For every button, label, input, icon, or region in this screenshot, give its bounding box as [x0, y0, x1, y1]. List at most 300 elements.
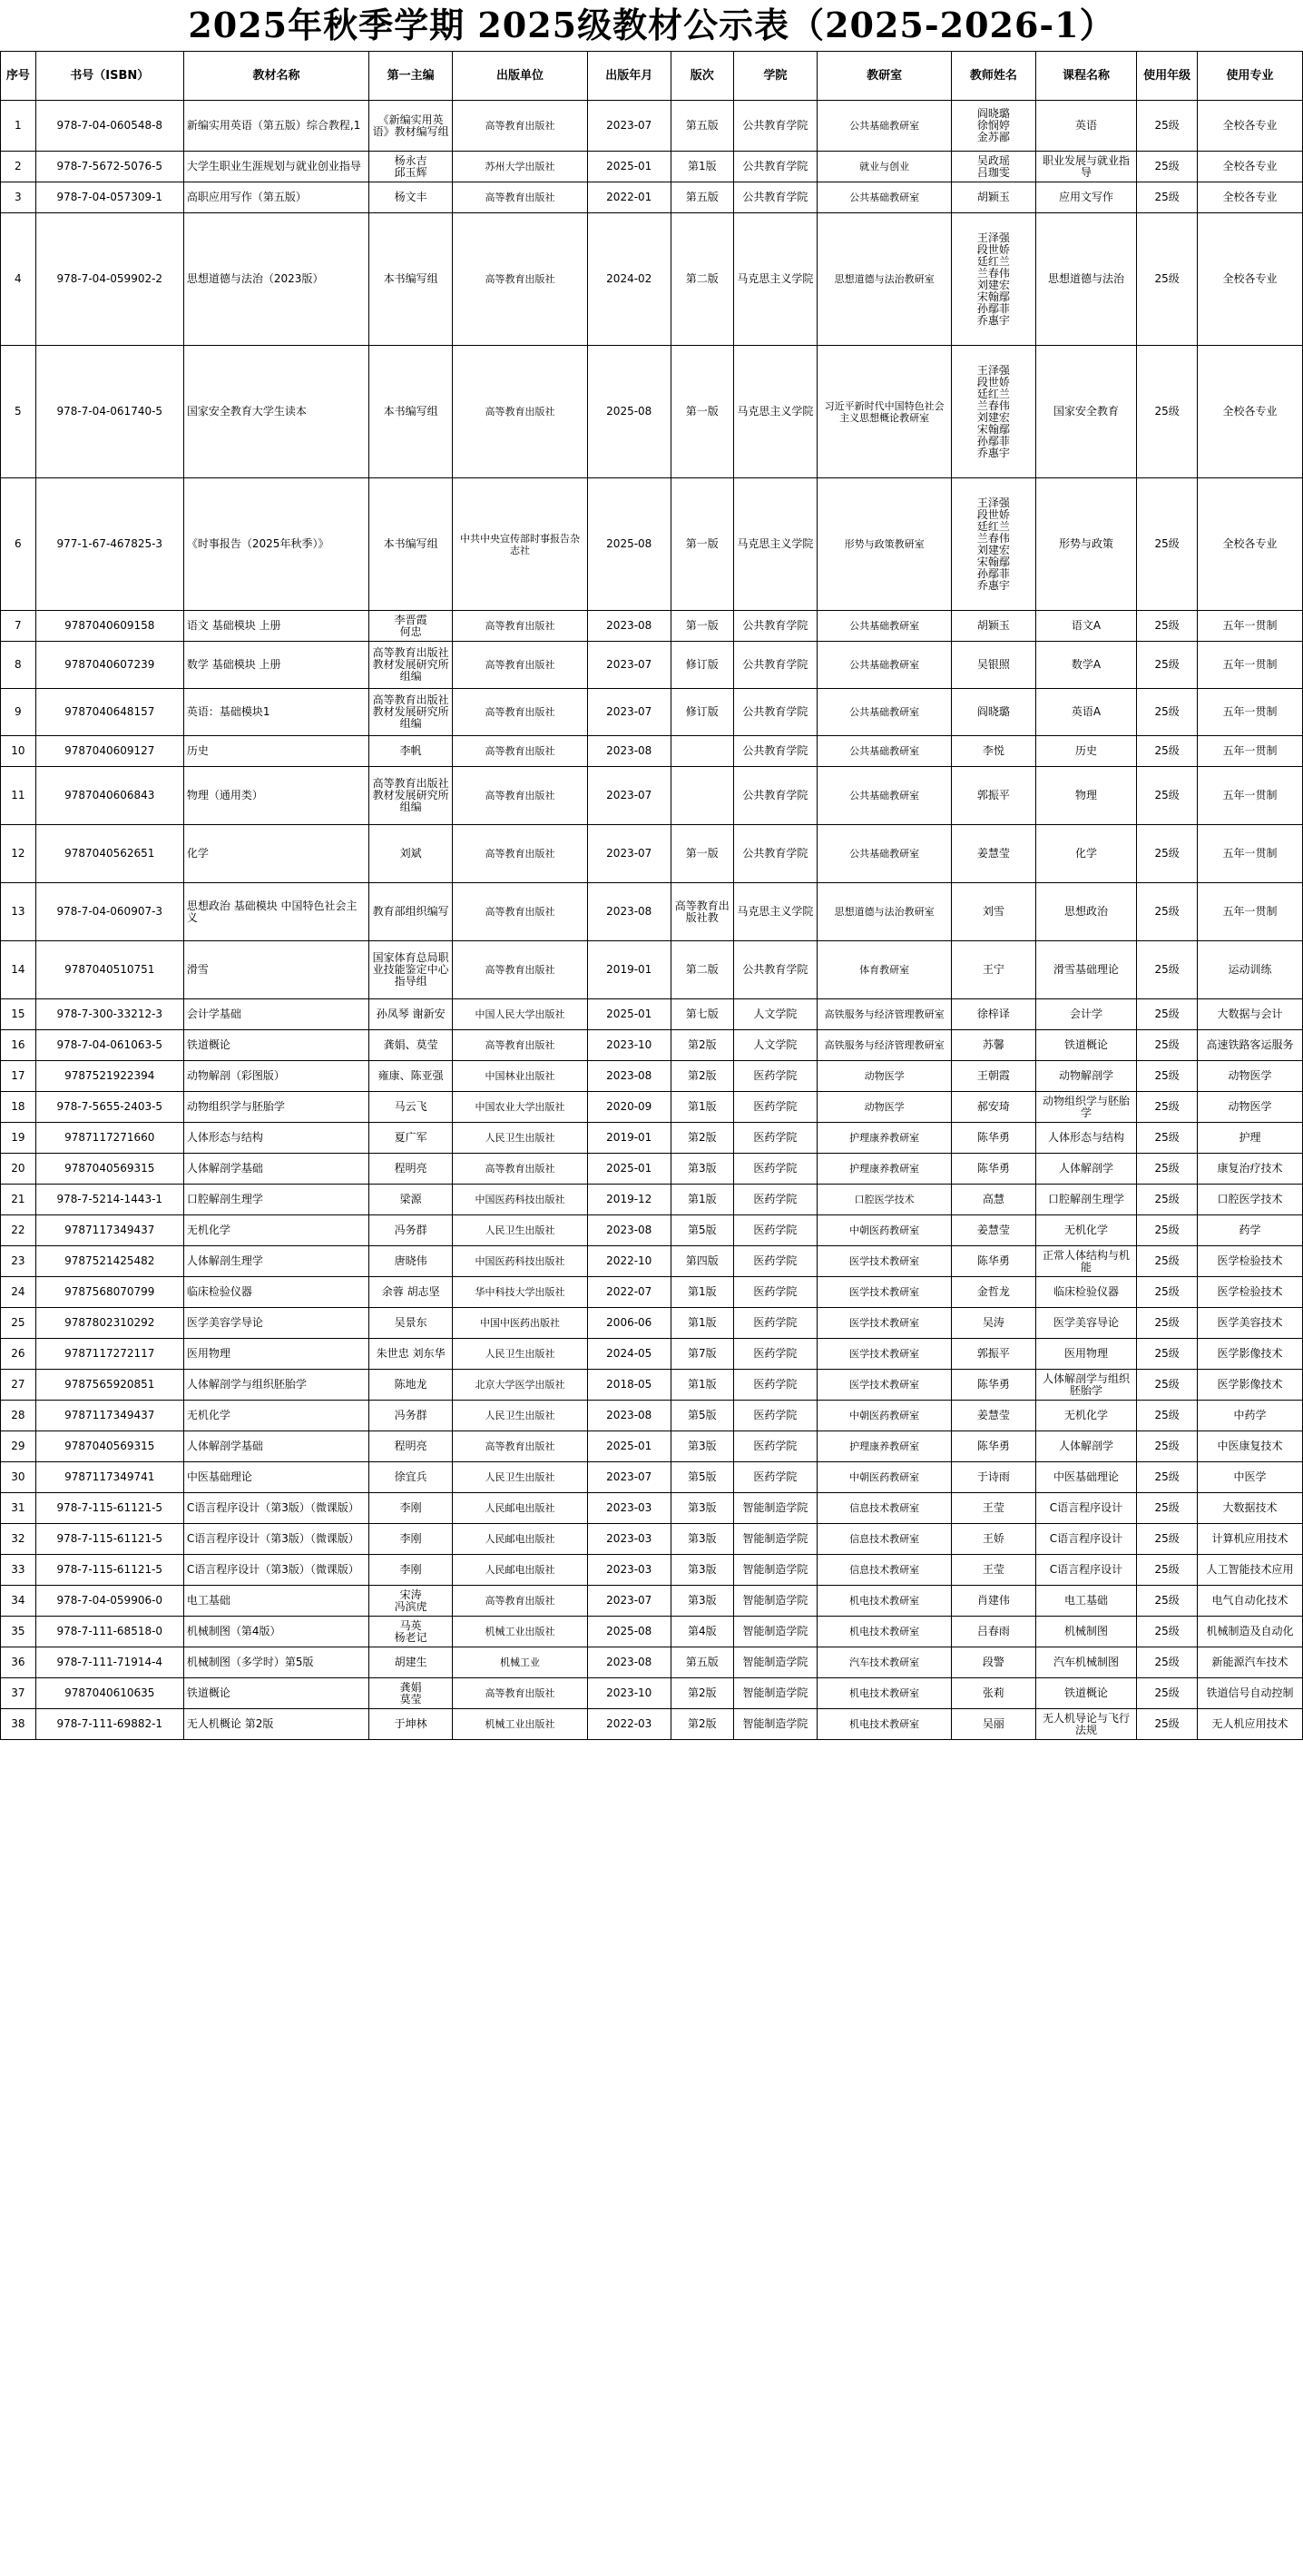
cell-chief-editor: 李帆 — [368, 736, 452, 767]
cell-course: 国家安全教育 — [1035, 346, 1137, 478]
table-row — [1, 1308, 1303, 1339]
cell-major: 中药学 — [1197, 1401, 1302, 1431]
cell-index: 12 — [1, 825, 36, 883]
cell-isbn: 9787568070799 — [35, 1277, 183, 1308]
cell-publisher: 中国医药科技出版社 — [453, 1185, 587, 1215]
table-row — [1, 1709, 1303, 1740]
table-row — [1, 1462, 1303, 1493]
table-row — [1, 346, 1303, 478]
cell-index: 37 — [1, 1678, 36, 1709]
cell-isbn: 9787040609127 — [35, 736, 183, 767]
cell-teaching-office: 中朝医药教研室 — [818, 1462, 952, 1493]
cell-isbn: 9787040609158 — [35, 611, 183, 642]
cell-edition: 第一版 — [671, 478, 733, 611]
cell-college: 医药学院 — [733, 1092, 817, 1123]
cell-course: 化学 — [1035, 825, 1137, 883]
cell-edition: 第1版 — [671, 1185, 733, 1215]
cell-isbn: 978-7-04-060907-3 — [35, 883, 183, 941]
cell-course: C语言程序设计 — [1035, 1555, 1137, 1586]
table-row — [1, 1401, 1303, 1431]
table-row — [1, 825, 1303, 883]
table-row — [1, 152, 1303, 182]
cell-teacher: 胡颖玉 — [952, 611, 1035, 642]
cell-grade: 25级 — [1137, 478, 1198, 611]
cell-major: 全校各专业 — [1197, 101, 1302, 152]
cell-grade: 25级 — [1137, 101, 1198, 152]
cell-index: 16 — [1, 1030, 36, 1061]
cell-teacher: 姜慧莹 — [952, 825, 1035, 883]
cell-major: 全校各专业 — [1197, 346, 1302, 478]
cell-grade: 25级 — [1137, 1370, 1198, 1401]
cell-teaching-office: 公共基础教研室 — [818, 767, 952, 825]
cell-index: 25 — [1, 1308, 36, 1339]
cell-college: 医药学院 — [733, 1277, 817, 1308]
cell-isbn: 978-7-111-69882-1 — [35, 1709, 183, 1740]
cell-teacher: 王泽强 段世娇 廷红兰 兰春伟 刘建宏 宋翰鄢 孙鄢菲 乔惠宇 — [952, 478, 1035, 611]
cell-isbn: 978-7-5214-1443-1 — [35, 1185, 183, 1215]
cell-book-title: 新编实用英语（第五版）综合教程,1 — [183, 101, 368, 152]
cell-pub-date: 2025-01 — [587, 1431, 671, 1462]
cell-teacher: 吴涛 — [952, 1308, 1035, 1339]
cell-index: 9 — [1, 689, 36, 736]
table-row — [1, 1678, 1303, 1709]
cell-major: 全校各专业 — [1197, 478, 1302, 611]
cell-teacher: 张莉 — [952, 1678, 1035, 1709]
cell-college: 智能制造学院 — [733, 1555, 817, 1586]
cell-book-title: 人体解剖生理学 — [183, 1246, 368, 1277]
cell-isbn: 9787040648157 — [35, 689, 183, 736]
cell-index: 28 — [1, 1401, 36, 1431]
cell-course: 思想道德与法治 — [1035, 213, 1137, 346]
cell-isbn: 9787040569315 — [35, 1154, 183, 1185]
cell-grade: 25级 — [1137, 1277, 1198, 1308]
cell-index: 34 — [1, 1586, 36, 1617]
cell-teaching-office: 医学技术教研室 — [818, 1308, 952, 1339]
cell-isbn: 978-7-04-060548-8 — [35, 101, 183, 152]
table-row — [1, 1154, 1303, 1185]
cell-chief-editor: 孙凤琴 谢新安 — [368, 999, 452, 1030]
cell-teaching-office: 护理康养教研室 — [818, 1123, 952, 1154]
cell-isbn: 978-7-04-061063-5 — [35, 1030, 183, 1061]
cell-major: 康复治疗技术 — [1197, 1154, 1302, 1185]
cell-major: 护理 — [1197, 1123, 1302, 1154]
cell-teacher: 陈华勇 — [952, 1431, 1035, 1462]
cell-edition: 第2版 — [671, 1678, 733, 1709]
cell-grade: 25级 — [1137, 1586, 1198, 1617]
cell-course: 中医基础理论 — [1035, 1462, 1137, 1493]
cell-course: 滑雪基础理论 — [1035, 941, 1137, 999]
cell-teaching-office: 形势与政策教研室 — [818, 478, 952, 611]
cell-book-title: 人体解剖学基础 — [183, 1431, 368, 1462]
table-row — [1, 1215, 1303, 1246]
cell-edition: 第3版 — [671, 1493, 733, 1524]
cell-chief-editor: 朱世忠 刘东华 — [368, 1339, 452, 1370]
cell-teaching-office: 公共基础教研室 — [818, 825, 952, 883]
cell-grade: 25级 — [1137, 1092, 1198, 1123]
cell-book-title: 无机化学 — [183, 1401, 368, 1431]
cell-college: 公共教育学院 — [733, 611, 817, 642]
cell-chief-editor: 徐宜兵 — [368, 1462, 452, 1493]
cell-publisher: 人民卫生出版社 — [453, 1123, 587, 1154]
cell-isbn: 978-7-115-61121-5 — [35, 1493, 183, 1524]
cell-publisher: 高等教育出版社 — [453, 642, 587, 689]
table-row — [1, 883, 1303, 941]
cell-pub-date: 2022-10 — [587, 1246, 671, 1277]
cell-teaching-office: 医学技术教研室 — [818, 1277, 952, 1308]
cell-isbn: 9787117271660 — [35, 1123, 183, 1154]
cell-teacher: 王娇 — [952, 1524, 1035, 1555]
cell-course: 铁道概论 — [1035, 1678, 1137, 1709]
cell-chief-editor: 高等教育出版社教材发展研究所组编 — [368, 689, 452, 736]
cell-chief-editor: 杨永吉 邱玉辉 — [368, 152, 452, 182]
cell-grade: 25级 — [1137, 1185, 1198, 1215]
cell-book-title: 口腔解剖生理学 — [183, 1185, 368, 1215]
cell-teaching-office: 公共基础教研室 — [818, 642, 952, 689]
cell-pub-date: 2025-08 — [587, 346, 671, 478]
table-row — [1, 1092, 1303, 1123]
cell-course: 无机化学 — [1035, 1401, 1137, 1431]
cell-chief-editor: 高等教育出版社教材发展研究所组编 — [368, 642, 452, 689]
cell-course: 人体解剖学与组织胚胎学 — [1035, 1370, 1137, 1401]
cell-index: 1 — [1, 101, 36, 152]
cell-teacher: 王朝霞 — [952, 1061, 1035, 1092]
table-row — [1, 1339, 1303, 1370]
cell-index: 36 — [1, 1647, 36, 1678]
cell-teaching-office: 公共基础教研室 — [818, 736, 952, 767]
cell-publisher: 机械工业 — [453, 1647, 587, 1678]
cell-pub-date: 2023-07 — [587, 101, 671, 152]
cell-pub-date: 2023-08 — [587, 736, 671, 767]
cell-chief-editor: 雍康、陈亚强 — [368, 1061, 452, 1092]
cell-book-title: 化学 — [183, 825, 368, 883]
cell-teaching-office: 医学技术教研室 — [818, 1339, 952, 1370]
cell-pub-date: 2025-01 — [587, 999, 671, 1030]
cell-index: 7 — [1, 611, 36, 642]
cell-isbn: 977-1-67-467825-3 — [35, 478, 183, 611]
cell-publisher: 人民邮电出版社 — [453, 1493, 587, 1524]
table-row — [1, 999, 1303, 1030]
cell-teacher: 高慧 — [952, 1185, 1035, 1215]
cell-teaching-office: 中朝医药教研室 — [818, 1401, 952, 1431]
cell-edition — [671, 767, 733, 825]
cell-course: 正常人体结构与机能 — [1035, 1246, 1137, 1277]
cell-college: 医药学院 — [733, 1462, 817, 1493]
cell-major: 无人机应用技术 — [1197, 1709, 1302, 1740]
cell-pub-date: 2023-03 — [587, 1493, 671, 1524]
table-row — [1, 642, 1303, 689]
cell-teacher: 徐梓译 — [952, 999, 1035, 1030]
cell-course: 机械制图 — [1035, 1617, 1137, 1647]
cell-grade: 25级 — [1137, 1154, 1198, 1185]
cell-major: 中医学 — [1197, 1462, 1302, 1493]
cell-course: 英语 — [1035, 101, 1137, 152]
cell-college: 马克思主义学院 — [733, 213, 817, 346]
cell-major: 五年一贯制 — [1197, 689, 1302, 736]
cell-isbn: 9787117349437 — [35, 1215, 183, 1246]
cell-college: 医药学院 — [733, 1308, 817, 1339]
cell-teaching-office: 机电技术教研室 — [818, 1586, 952, 1617]
cell-edition: 第五版 — [671, 101, 733, 152]
column-header-index: 序号 — [1, 52, 36, 101]
cell-teacher: 王宁 — [952, 941, 1035, 999]
cell-teaching-office: 口腔医学技术 — [818, 1185, 952, 1215]
cell-isbn: 978-7-115-61121-5 — [35, 1555, 183, 1586]
cell-publisher: 中国林业出版社 — [453, 1061, 587, 1092]
cell-course: 人体形态与结构 — [1035, 1123, 1137, 1154]
cell-college: 医药学院 — [733, 1370, 817, 1401]
table-row — [1, 1586, 1303, 1617]
cell-book-title: 机械制图（多学时）第5版 — [183, 1647, 368, 1678]
cell-pub-date: 2025-08 — [587, 478, 671, 611]
cell-index: 14 — [1, 941, 36, 999]
cell-teaching-office: 思想道德与法治教研室 — [818, 883, 952, 941]
cell-major: 机械制造及自动化 — [1197, 1617, 1302, 1647]
cell-teacher: 陈华勇 — [952, 1154, 1035, 1185]
cell-teacher: 阎晓璐 徐悯婷 金苏鄙 — [952, 101, 1035, 152]
cell-chief-editor: 冯务群 — [368, 1215, 452, 1246]
cell-teacher: 吴银照 — [952, 642, 1035, 689]
cell-course: 医用物理 — [1035, 1339, 1137, 1370]
cell-course: 无机化学 — [1035, 1215, 1137, 1246]
cell-teacher: 李悦 — [952, 736, 1035, 767]
cell-edition: 第二版 — [671, 941, 733, 999]
cell-index: 33 — [1, 1555, 36, 1586]
cell-chief-editor: 本书编写组 — [368, 213, 452, 346]
cell-pub-date: 2024-02 — [587, 213, 671, 346]
cell-grade: 25级 — [1137, 213, 1198, 346]
cell-college: 智能制造学院 — [733, 1524, 817, 1555]
cell-major: 全校各专业 — [1197, 213, 1302, 346]
cell-teacher: 段警 — [952, 1647, 1035, 1678]
cell-isbn: 9787117272117 — [35, 1339, 183, 1370]
cell-book-title: 电工基础 — [183, 1586, 368, 1617]
cell-publisher: 机械工业出版社 — [453, 1709, 587, 1740]
cell-pub-date: 2006-06 — [587, 1308, 671, 1339]
column-header-edition: 版次 — [671, 52, 733, 101]
cell-edition — [671, 736, 733, 767]
cell-book-title: 人体解剖学基础 — [183, 1154, 368, 1185]
cell-major: 全校各专业 — [1197, 152, 1302, 182]
cell-publisher: 高等教育出版社 — [453, 767, 587, 825]
cell-college: 医药学院 — [733, 1246, 817, 1277]
cell-book-title: 动物组织学与胚胎学 — [183, 1092, 368, 1123]
cell-teacher: 郭振平 — [952, 1339, 1035, 1370]
table-row — [1, 941, 1303, 999]
table-row — [1, 1617, 1303, 1647]
cell-book-title: 无人机概论 第2版 — [183, 1709, 368, 1740]
cell-teaching-office: 高铁服务与经济管理教研室 — [818, 999, 952, 1030]
cell-chief-editor: 胡建生 — [368, 1647, 452, 1678]
cell-grade: 25级 — [1137, 1524, 1198, 1555]
cell-major: 全校各专业 — [1197, 182, 1302, 213]
cell-chief-editor: 李刚 — [368, 1524, 452, 1555]
cell-book-title: 动物解剖（彩图版） — [183, 1061, 368, 1092]
cell-teaching-office: 机电技术教研室 — [818, 1678, 952, 1709]
cell-teacher: 王泽强 段世娇 廷红兰 兰春伟 刘建宏 宋翰鄢 孙鄢菲 乔惠宇 — [952, 346, 1035, 478]
table-row — [1, 182, 1303, 213]
cell-college: 公共教育学院 — [733, 736, 817, 767]
cell-publisher: 北京大学医学出版社 — [453, 1370, 587, 1401]
cell-major: 医学影像技术 — [1197, 1370, 1302, 1401]
cell-index: 4 — [1, 213, 36, 346]
cell-grade: 25级 — [1137, 883, 1198, 941]
cell-teacher: 王泽强 段世娇 廷红兰 兰春伟 刘建宏 宋翰鄢 孙鄢菲 乔惠宇 — [952, 213, 1035, 346]
cell-grade: 25级 — [1137, 346, 1198, 478]
cell-teacher: 吴政瑶 吕珈雯 — [952, 152, 1035, 182]
column-header-teaching-office: 教研室 — [818, 52, 952, 101]
cell-chief-editor: 余蓉 胡志坚 — [368, 1277, 452, 1308]
cell-edition: 第1版 — [671, 1092, 733, 1123]
cell-college: 医药学院 — [733, 1401, 817, 1431]
cell-chief-editor: 李刚 — [368, 1555, 452, 1586]
cell-major: 药学 — [1197, 1215, 1302, 1246]
cell-grade: 25级 — [1137, 825, 1198, 883]
cell-book-title: 《时事报告（2025年秋季）》 — [183, 478, 368, 611]
cell-pub-date: 2023-08 — [587, 1215, 671, 1246]
cell-publisher: 高等教育出版社 — [453, 1586, 587, 1617]
cell-book-title: 无机化学 — [183, 1215, 368, 1246]
cell-pub-date: 2018-05 — [587, 1370, 671, 1401]
cell-chief-editor: 程明亮 — [368, 1431, 452, 1462]
cell-edition: 高等教育出版社教 — [671, 883, 733, 941]
cell-edition: 第5版 — [671, 1462, 733, 1493]
table-row — [1, 1277, 1303, 1308]
cell-teaching-office: 习近平新时代中国特色社会主义思想概论教研室 — [818, 346, 952, 478]
cell-major: 中医康复技术 — [1197, 1431, 1302, 1462]
column-header-course: 课程名称 — [1035, 52, 1137, 101]
cell-teaching-office: 高铁服务与经济管理教研室 — [818, 1030, 952, 1061]
cell-teaching-office: 汽车技术教研室 — [818, 1647, 952, 1678]
cell-book-title: 临床检验仪器 — [183, 1277, 368, 1308]
cell-major: 人工智能技术应用 — [1197, 1555, 1302, 1586]
cell-book-title: 人体形态与结构 — [183, 1123, 368, 1154]
cell-isbn: 978-7-115-61121-5 — [35, 1524, 183, 1555]
cell-index: 19 — [1, 1123, 36, 1154]
cell-teaching-office: 公共基础教研室 — [818, 689, 952, 736]
cell-major: 五年一贯制 — [1197, 642, 1302, 689]
cell-book-title: 铁道概论 — [183, 1678, 368, 1709]
page-title: 2025年秋季学期 2025级教材公示表（2025-2026-1） — [188, 5, 1115, 45]
cell-teacher: 吕春雨 — [952, 1617, 1035, 1647]
cell-chief-editor: 杨文丰 — [368, 182, 452, 213]
cell-publisher: 高等教育出版社 — [453, 101, 587, 152]
cell-teacher: 姜慧莹 — [952, 1215, 1035, 1246]
cell-index: 13 — [1, 883, 36, 941]
cell-edition: 第7版 — [671, 1339, 733, 1370]
cell-course: 电工基础 — [1035, 1586, 1137, 1617]
table-row — [1, 1431, 1303, 1462]
cell-chief-editor: 梁源 — [368, 1185, 452, 1215]
cell-edition: 第一版 — [671, 346, 733, 478]
cell-publisher: 高等教育出版社 — [453, 941, 587, 999]
cell-major: 运动训练 — [1197, 941, 1302, 999]
cell-college: 马克思主义学院 — [733, 883, 817, 941]
cell-edition: 第2版 — [671, 1123, 733, 1154]
cell-course: 临床检验仪器 — [1035, 1277, 1137, 1308]
cell-teacher: 郝安琦 — [952, 1092, 1035, 1123]
cell-pub-date: 2023-08 — [587, 1061, 671, 1092]
cell-publisher: 人民卫生出版社 — [453, 1339, 587, 1370]
cell-pub-date: 2023-08 — [587, 883, 671, 941]
cell-grade: 25级 — [1137, 1678, 1198, 1709]
cell-teaching-office: 护理康养教研室 — [818, 1431, 952, 1462]
cell-chief-editor: 本书编写组 — [368, 346, 452, 478]
cell-pub-date: 2025-08 — [587, 1617, 671, 1647]
cell-book-title: 大学生职业生涯规划与就业创业指导 — [183, 152, 368, 182]
cell-chief-editor: 教育部组织编写 — [368, 883, 452, 941]
cell-edition: 第3版 — [671, 1154, 733, 1185]
cell-isbn: 9787117349437 — [35, 1401, 183, 1431]
cell-grade: 25级 — [1137, 611, 1198, 642]
cell-edition: 第五版 — [671, 182, 733, 213]
cell-course: 思想政治 — [1035, 883, 1137, 941]
cell-publisher: 人民卫生出版社 — [453, 1462, 587, 1493]
cell-edition: 第1版 — [671, 1277, 733, 1308]
cell-college: 公共教育学院 — [733, 689, 817, 736]
cell-publisher: 中国人民大学出版社 — [453, 999, 587, 1030]
cell-publisher: 中国中医药出版社 — [453, 1308, 587, 1339]
cell-college: 医药学院 — [733, 1061, 817, 1092]
cell-course: 铁道概论 — [1035, 1030, 1137, 1061]
cell-course: 形势与政策 — [1035, 478, 1137, 611]
cell-isbn: 9787040569315 — [35, 1431, 183, 1462]
cell-teacher: 郭振平 — [952, 767, 1035, 825]
cell-index: 35 — [1, 1617, 36, 1647]
column-header-grade: 使用年级 — [1137, 52, 1198, 101]
cell-teacher: 阎晓璐 — [952, 689, 1035, 736]
cell-index: 23 — [1, 1246, 36, 1277]
cell-college: 医药学院 — [733, 1215, 817, 1246]
cell-teaching-office: 机电技术教研室 — [818, 1709, 952, 1740]
cell-teacher: 王莹 — [952, 1555, 1035, 1586]
cell-course: 语文A — [1035, 611, 1137, 642]
cell-college: 智能制造学院 — [733, 1617, 817, 1647]
cell-course: 会计学 — [1035, 999, 1137, 1030]
cell-publisher: 人民卫生出版社 — [453, 1401, 587, 1431]
cell-edition: 第七版 — [671, 999, 733, 1030]
cell-college: 医药学院 — [733, 1123, 817, 1154]
cell-course: 英语A — [1035, 689, 1137, 736]
cell-major: 医学美容技术 — [1197, 1308, 1302, 1339]
cell-edition: 第1版 — [671, 152, 733, 182]
cell-edition: 第1版 — [671, 1370, 733, 1401]
cell-isbn: 978-7-300-33212-3 — [35, 999, 183, 1030]
cell-teaching-office: 思想道德与法治教研室 — [818, 213, 952, 346]
cell-chief-editor: 唐晓伟 — [368, 1246, 452, 1277]
cell-pub-date: 2022-01 — [587, 182, 671, 213]
cell-major: 计算机应用技术 — [1197, 1524, 1302, 1555]
cell-index: 32 — [1, 1524, 36, 1555]
cell-grade: 25级 — [1137, 1401, 1198, 1431]
cell-publisher: 中国医药科技出版社 — [453, 1246, 587, 1277]
table-row — [1, 1246, 1303, 1277]
cell-pub-date: 2023-03 — [587, 1524, 671, 1555]
cell-grade: 25级 — [1137, 152, 1198, 182]
cell-course: 动物组织学与胚胎学 — [1035, 1092, 1137, 1123]
cell-course: 物理 — [1035, 767, 1137, 825]
cell-edition: 第2版 — [671, 1709, 733, 1740]
cell-index: 30 — [1, 1462, 36, 1493]
cell-chief-editor: 宋涛 冯滨虎 — [368, 1586, 452, 1617]
cell-book-title: 物理（通用类） — [183, 767, 368, 825]
cell-book-title: 会计学基础 — [183, 999, 368, 1030]
cell-publisher: 高等教育出版社 — [453, 1154, 587, 1185]
cell-chief-editor: 夏广军 — [368, 1123, 452, 1154]
cell-major: 医学影像技术 — [1197, 1339, 1302, 1370]
cell-isbn: 978-7-111-68518-0 — [35, 1617, 183, 1647]
cell-book-title: 铁道概论 — [183, 1030, 368, 1061]
cell-pub-date: 2019-12 — [587, 1185, 671, 1215]
